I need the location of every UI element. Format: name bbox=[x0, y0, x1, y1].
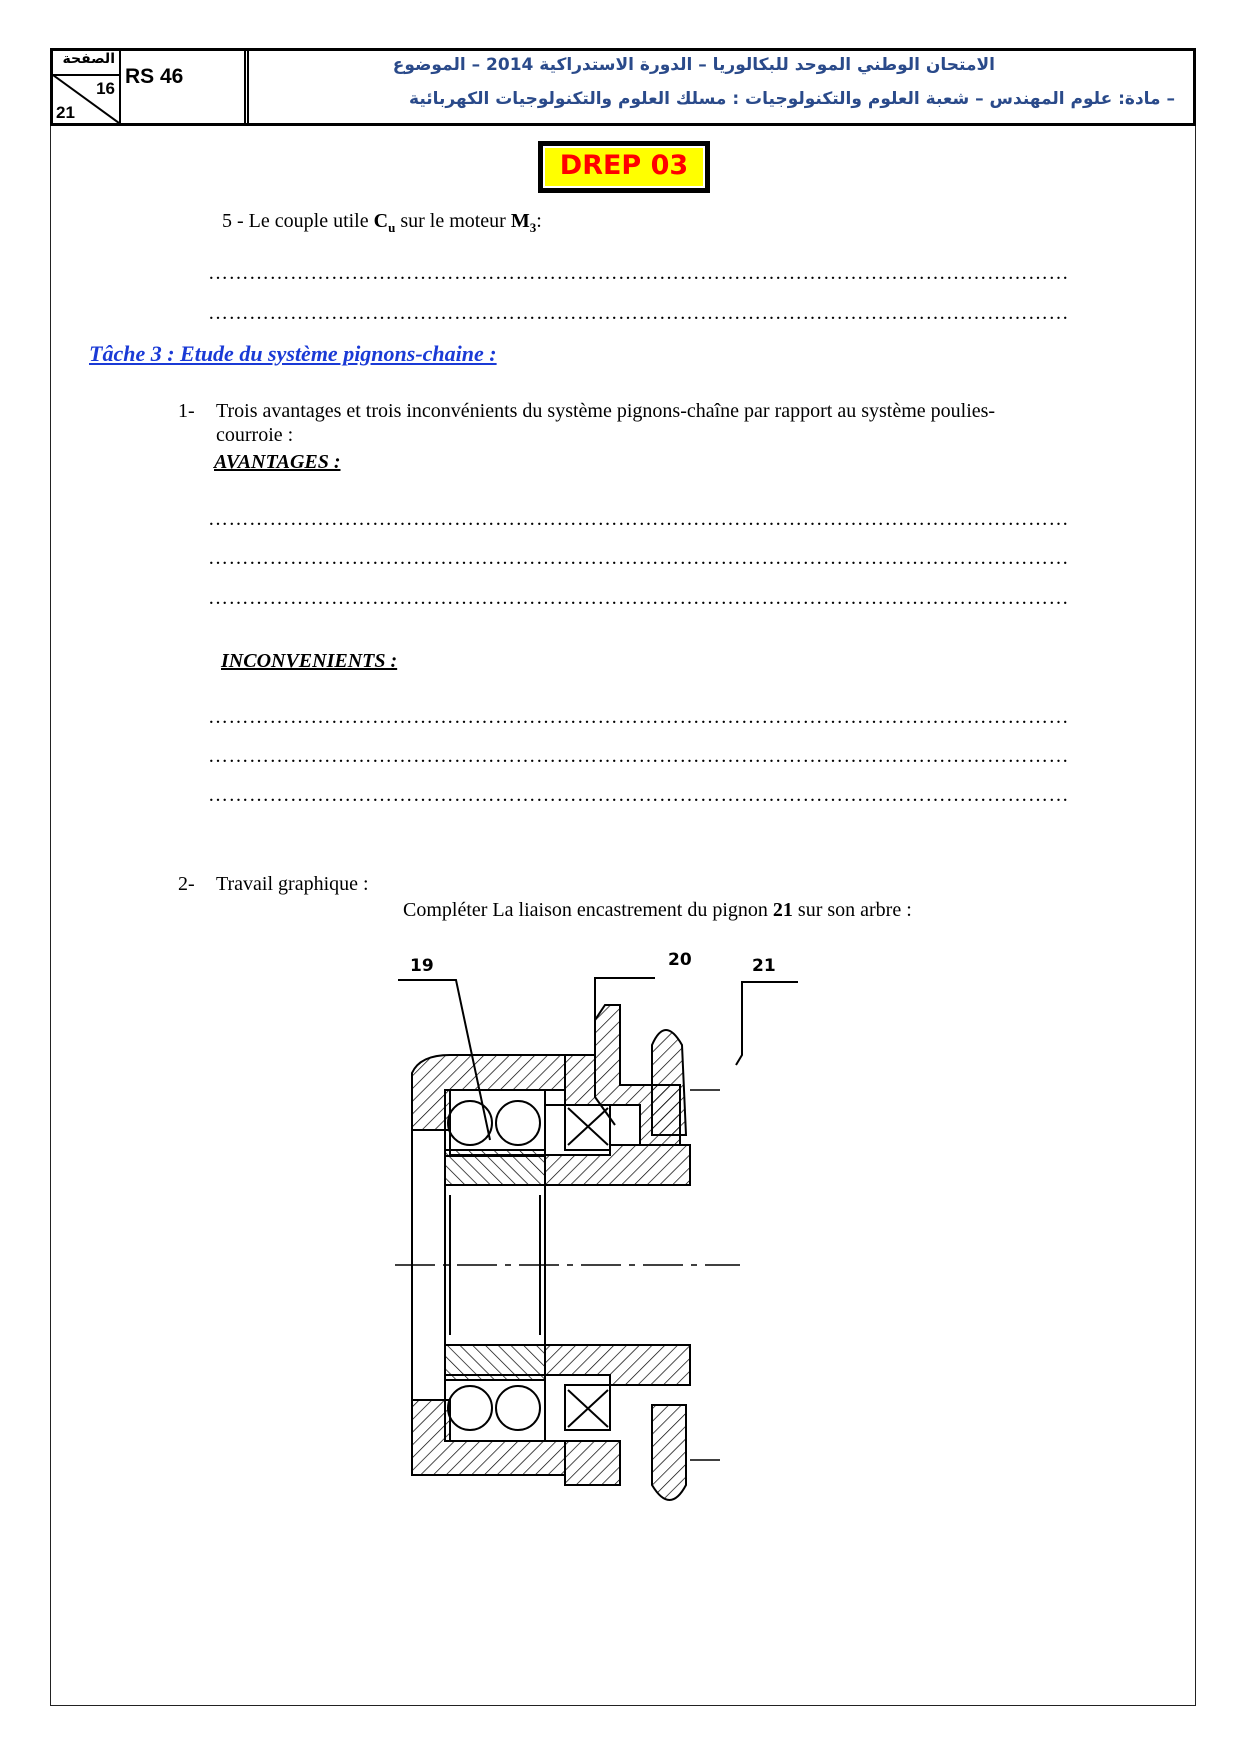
page-number: 16 bbox=[96, 79, 115, 98]
q5-symbol-m: M bbox=[510, 210, 530, 232]
q1-number: 1- bbox=[178, 400, 195, 422]
answer-line[interactable]: ……………………………………………………………………………………………………………… bbox=[208, 547, 1069, 569]
page-number-box bbox=[53, 51, 121, 123]
advantages-heading: AVANTAGES : bbox=[214, 451, 341, 473]
exam-title-line1: الامتحان الوطني الموحد للبكالوريا – الدورة الاستدراكية 2014 – الموضوع bbox=[392, 55, 995, 75]
q2-instruction-part: 21 bbox=[772, 899, 793, 921]
part-label-19: 19 bbox=[410, 956, 434, 976]
exam-header bbox=[50, 48, 1196, 126]
q2-title: Travail graphique : bbox=[216, 873, 369, 895]
answer-line[interactable]: ……………………………………………………………………………………………………………… bbox=[208, 302, 1069, 324]
q2-number: 2- bbox=[178, 873, 195, 895]
drawing-lines bbox=[395, 978, 798, 1500]
q5-middle: sur le moteur bbox=[395, 210, 511, 232]
q5-suffix: : bbox=[536, 210, 542, 232]
exam-code: RS 46 bbox=[121, 51, 249, 123]
q2-instruction-suffix: sur son arbre : bbox=[792, 899, 912, 921]
q5-prefix: 5 - Le couple utile bbox=[222, 210, 374, 232]
drep-badge bbox=[538, 141, 710, 193]
q5-symbol-c: C bbox=[373, 210, 389, 232]
technical-drawing[interactable] bbox=[390, 945, 820, 1525]
part-label-20: 20 bbox=[668, 950, 692, 970]
answer-line[interactable]: ……………………………………………………………………………………………………………… bbox=[208, 745, 1069, 767]
part-label-21: 21 bbox=[752, 956, 776, 976]
question-5 bbox=[222, 210, 542, 236]
drep-label: DREP 03 bbox=[543, 146, 705, 188]
q2-instruction-prefix: Compléter La liaison encastrement du pignon bbox=[403, 899, 773, 921]
inconvenients-heading: INCONVENIENTS : bbox=[221, 650, 398, 672]
q2-instruction bbox=[403, 899, 912, 922]
answer-line[interactable]: ……………………………………………………………………………………………………………… bbox=[208, 508, 1069, 530]
answer-line[interactable]: ……………………………………………………………………………………………………………… bbox=[208, 587, 1069, 609]
answer-line[interactable]: ……………………………………………………………………………………………………………… bbox=[208, 262, 1069, 284]
total-pages: 21 bbox=[56, 103, 75, 122]
q5-symbol-m-sub: 3 bbox=[529, 220, 537, 235]
q5-symbol-c-sub: u bbox=[388, 220, 396, 235]
answer-line[interactable]: ……………………………………………………………………………………………………………… bbox=[208, 784, 1069, 806]
exam-title-line2: – مادة: علوم المهندس – شعبة العلوم والتكنولوجيات : مسلك العلوم والتكنولوجيات الكهربائية bbox=[409, 89, 1175, 109]
task3-heading: Tâche 3 : Etude du système pignons-chaine : bbox=[89, 341, 497, 366]
answer-line[interactable]: ……………………………………………………………………………………………………………… bbox=[208, 706, 1069, 728]
page-label: الصفحة bbox=[62, 51, 115, 67]
q1-text-line1: Trois avantages et trois inconvénients du système pignons-chaîne par rapport au système poulies- bbox=[216, 400, 996, 422]
exam-title bbox=[253, 51, 1185, 123]
q1-text-line2: courroie : bbox=[216, 424, 294, 446]
